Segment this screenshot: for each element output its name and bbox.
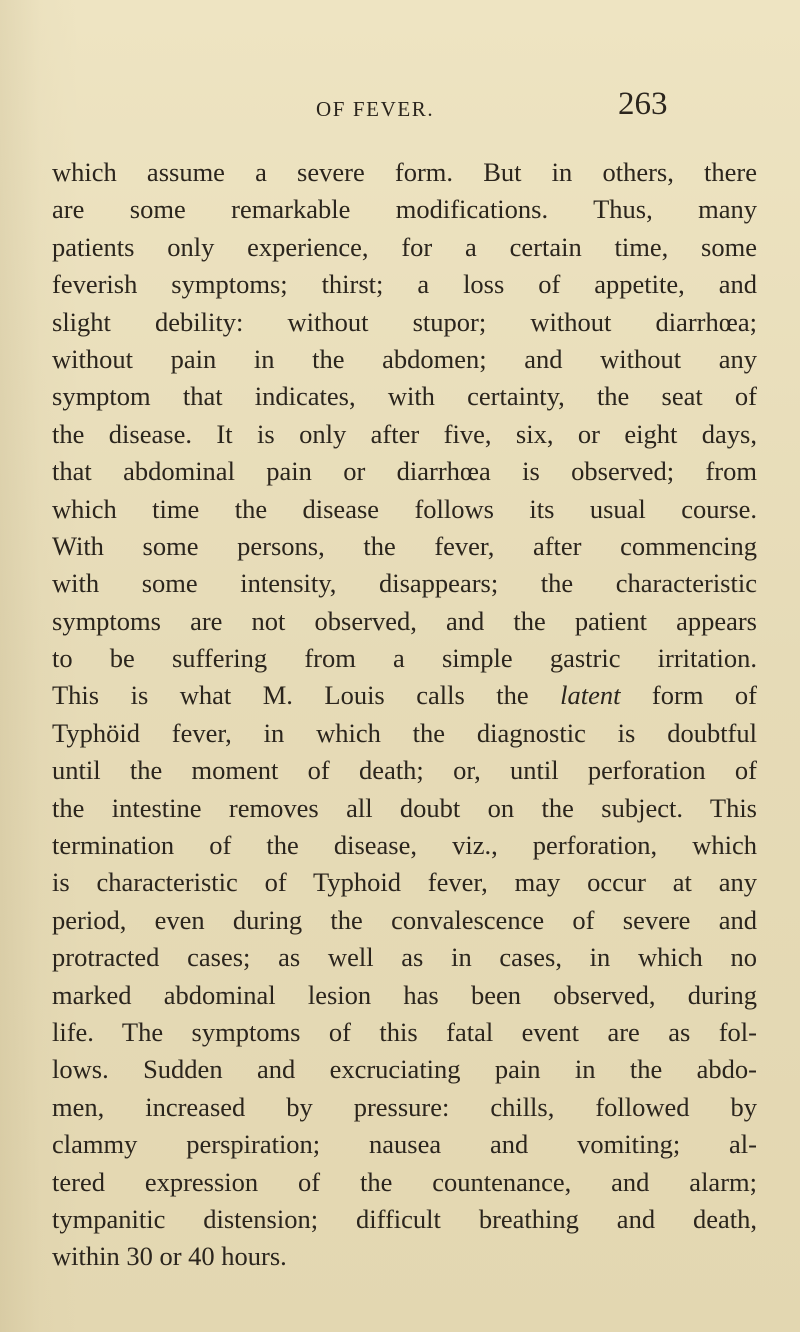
text-line: which time the disease follows its usual course. (52, 493, 757, 524)
page-number: 263 (618, 86, 668, 122)
text-line: until the moment of death; or, until perforation of (52, 755, 757, 786)
text-line: With some persons, the fever, after commencing (52, 530, 757, 561)
text-line: without pain in the abdomen; and without any (52, 343, 757, 374)
text-line: Typhöid fever, in which the diagnostic is doubtful (52, 717, 757, 748)
text-line: to be suffering from a simple gastric irritation. (52, 643, 757, 674)
text-line: lows. Sudden and excruciating pain in the abdo- (52, 1054, 757, 1085)
text-line: that abdominal pain or diarrhœa is observed; from (52, 456, 757, 487)
italic-term-latent: latent (560, 680, 621, 711)
text-line: slight debility: without stupor; without diarrhœa; (52, 306, 757, 337)
text-line-with-italic (52, 677, 757, 714)
text-line: protracted cases; as well as in cases, in which no (52, 942, 757, 973)
text-line: within 30 or 40 hours. (52, 1241, 287, 1272)
text-line: symptoms are not observed, and the patient appears (52, 605, 757, 636)
text-line: men, increased by pressure: chills, followed by (52, 1091, 757, 1122)
text-line: period, even during the convalescence of severe and (52, 904, 757, 935)
text-line: clammy perspiration; nausea and vomiting; al- (52, 1129, 757, 1160)
text-line: feverish symptoms; thirst; a loss of appetite, and (52, 269, 757, 300)
text-line: patients only experience, for a certain time, some (52, 231, 757, 262)
text-line: symptom that indicates, with certainty, the seat of (52, 381, 757, 412)
running-head: OF FEVER. (316, 97, 435, 121)
text-line: marked abdominal lesion has been observed, during (52, 979, 757, 1010)
text-fragment: This is what M. Louis calls the (52, 680, 561, 711)
text-line: are some remarkable modifications. Thus, many (52, 194, 757, 225)
text-line: the disease. It is only after five, six, or eight days, (52, 418, 757, 449)
text-fragment: form of (620, 680, 757, 711)
text-line: termination of the disease, viz., perforation, which (52, 830, 757, 861)
text-line: which assume a severe form. But in others, there (52, 157, 757, 187)
text-line: is characteristic of Typhoid fever, may occur at any (52, 867, 757, 898)
text-line: tympanitic distension; difficult breathing and death, (52, 1203, 757, 1234)
text-line: the intestine removes all doubt on the subject. This (52, 792, 757, 823)
text-line: life. The symptoms of this fatal event are as fol- (52, 1016, 757, 1047)
text-line: tered expression of the countenance, and alarm; (52, 1166, 757, 1197)
body-text (52, 154, 757, 1276)
text-line: with some intensity, disappears; the characteristic (52, 568, 757, 599)
